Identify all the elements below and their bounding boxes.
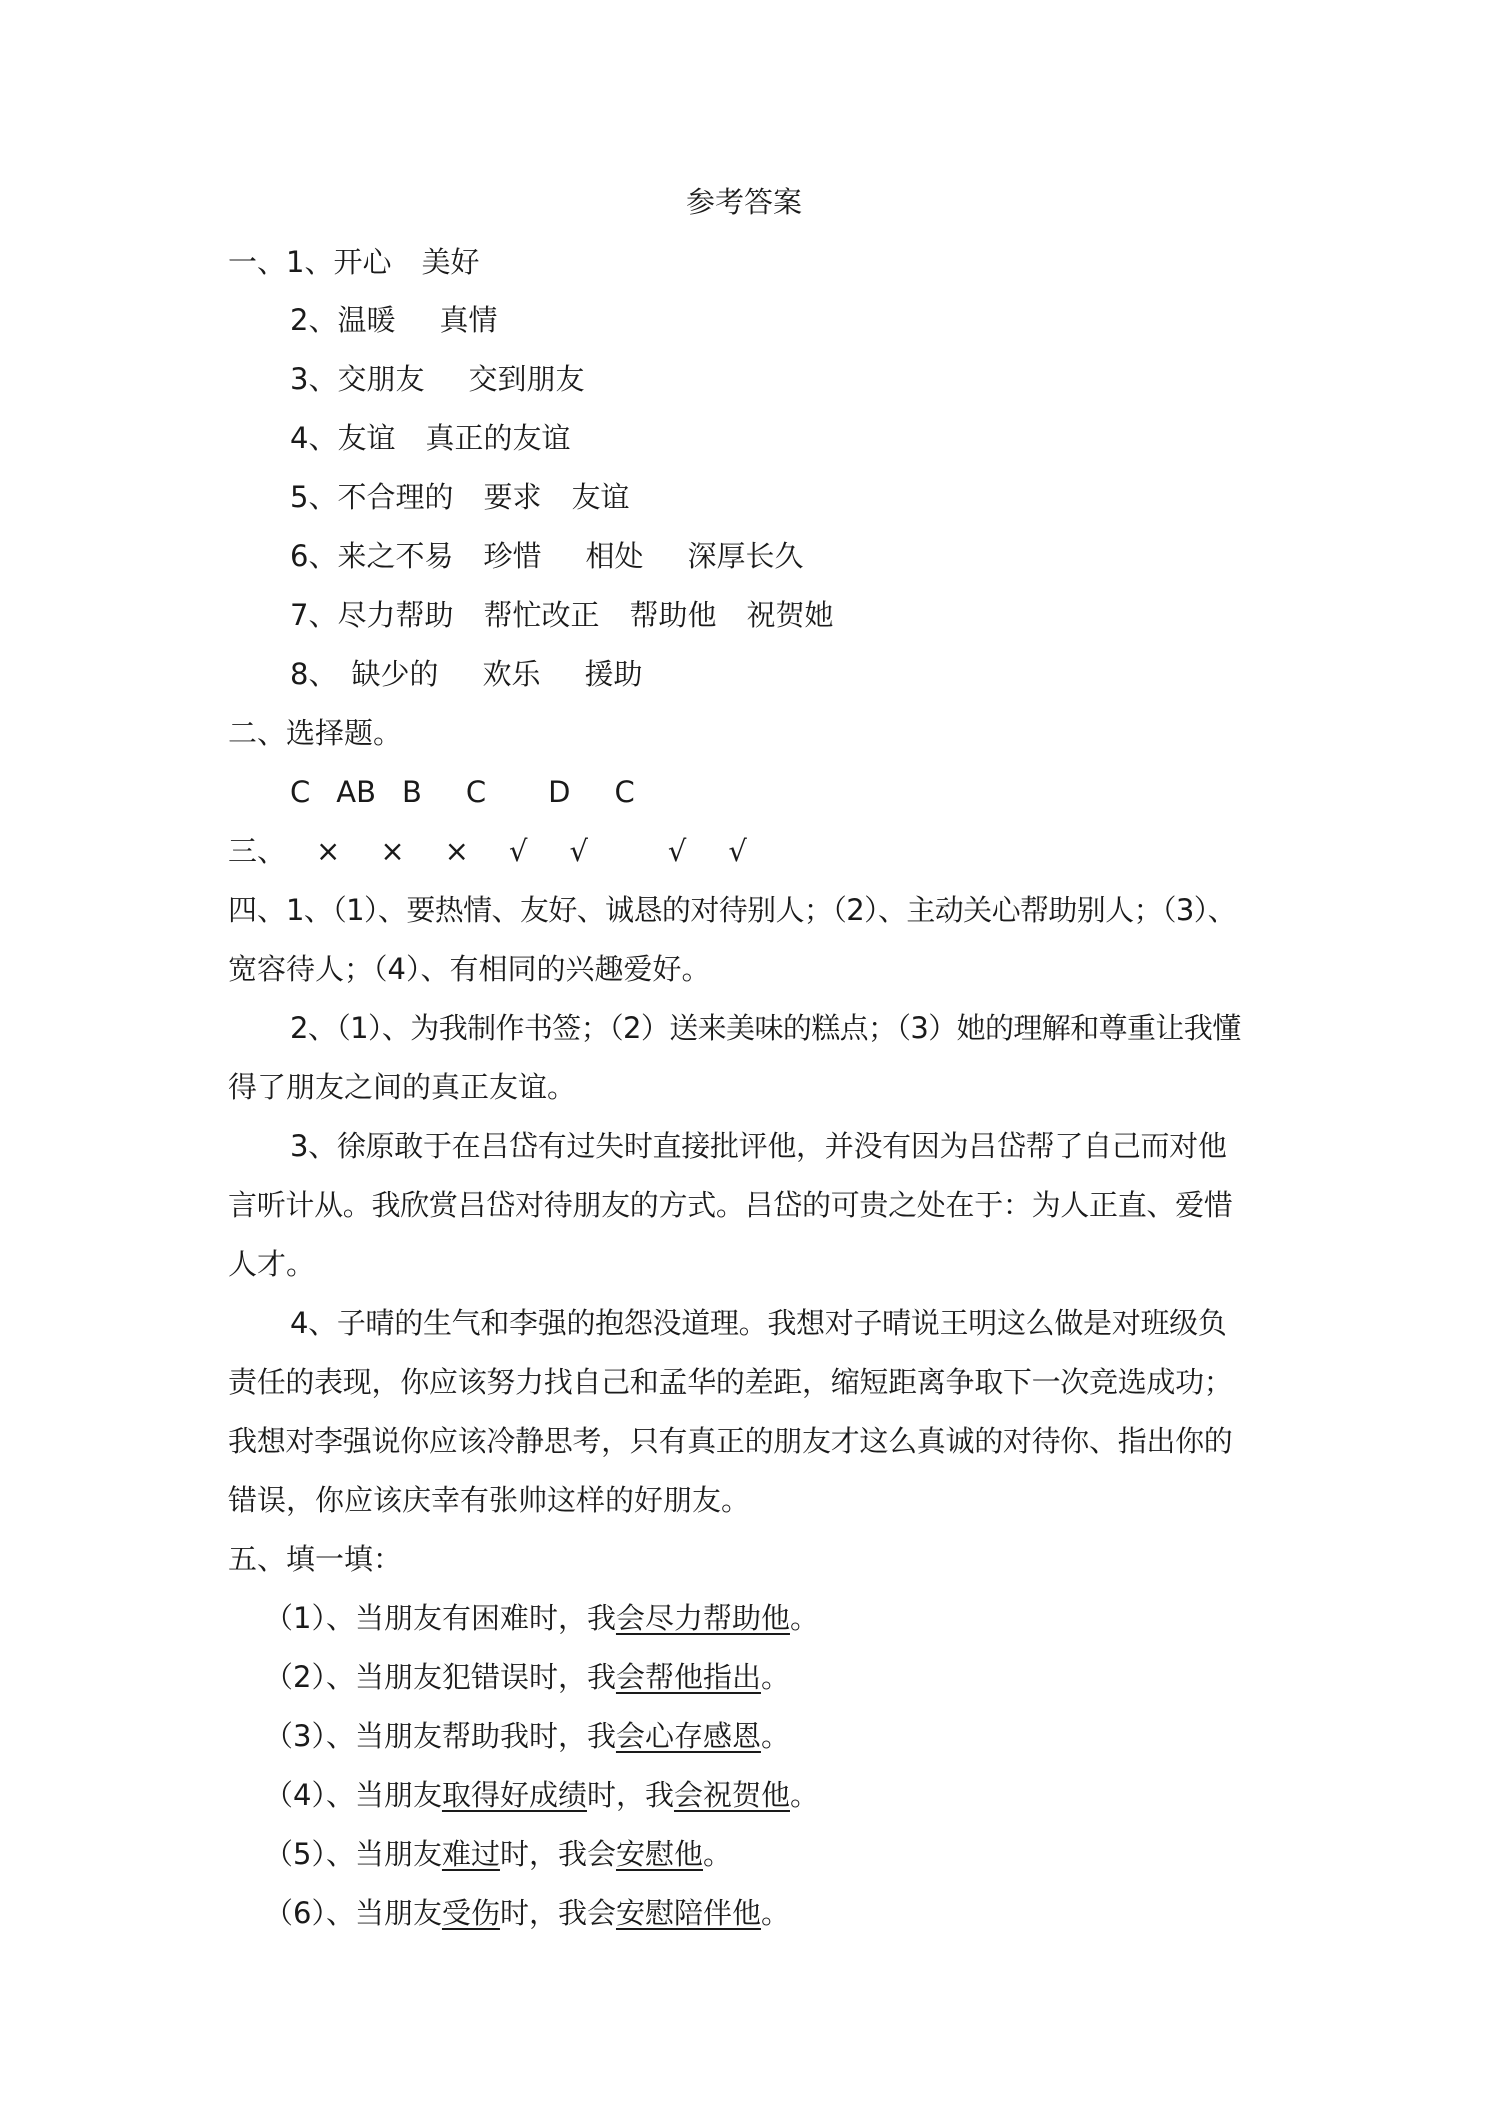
s1-answer: 美好 <box>421 245 480 279</box>
s3-mark: √ <box>667 834 687 868</box>
s1-answer: 援助 <box>584 657 643 691</box>
page-title: 参考答案 <box>685 185 802 219</box>
s1-row-4 <box>290 418 570 458</box>
s5-fill-answer: 难过 <box>441 1837 500 1871</box>
s1-answer: 缺少的 <box>351 657 439 691</box>
s1-answer: 帮助他 <box>629 598 717 632</box>
s1-row-1 <box>228 242 479 282</box>
s5-line-1 <box>264 1598 819 1638</box>
s1-answer: 珍惜 <box>483 539 542 573</box>
s1-row-2 <box>290 300 497 340</box>
s5-text: 时，我 <box>586 1778 674 1812</box>
s1-head: 一、 <box>228 245 287 279</box>
s3-mark: √ <box>728 834 747 868</box>
s2-answers <box>290 772 635 812</box>
s4-q4-line2: 责任的表现，你应该努力找自己和孟华的差距，缩短距离争取下一次竞选成功； <box>228 1365 1233 1399</box>
s5-fill-answer: 取得好成绩 <box>441 1778 587 1812</box>
s5-text: 时，我会 <box>499 1837 616 1871</box>
s1-answer: 真正的友谊 <box>425 421 571 455</box>
s5-fill-answer: 受伤 <box>441 1896 500 1930</box>
s5-line-5 <box>264 1834 732 1874</box>
s5-text: 时，我会 <box>499 1896 616 1930</box>
s1-answer: 要求 <box>483 480 542 514</box>
s5-text: 。 <box>789 1601 819 1635</box>
s4-q3-line2: 言听计从。我欣赏吕岱对待朋友的方式。吕岱的可贵之处在于：为人正直、爱惜 <box>228 1188 1233 1222</box>
s1-answer: 8、 <box>290 657 338 691</box>
s5-text: （3）、当朋友帮助我时，我 <box>264 1719 616 1753</box>
s1-answer: 6、来之不易 <box>290 539 454 573</box>
s5-line-6 <box>264 1893 790 1933</box>
s1-answer: 友谊 <box>571 480 630 514</box>
s1-answer: 4、友谊 <box>290 421 396 455</box>
s1-answer: 1、开心 <box>286 245 392 279</box>
s1-row-3 <box>290 359 584 399</box>
s5-fill-answer: 会祝贺他 <box>673 1778 790 1812</box>
s4-q1-line2: 宽容待人；（4）、有相同的兴趣爱好。 <box>228 952 711 986</box>
s4-q4-line1: 4、子晴的生气和李强的抱怨没道理。我想对子晴说王明这么做是对班级负 <box>290 1306 1227 1340</box>
s1-row-5 <box>290 477 629 517</box>
s5-text: 。 <box>760 1719 790 1753</box>
s5-fill-answer: 会心存感恩 <box>615 1719 761 1753</box>
s2-answer: C <box>614 775 635 809</box>
s2-answer: AB <box>336 775 376 809</box>
s5-line-4 <box>264 1775 819 1815</box>
s2-answer: C <box>290 775 311 809</box>
s1-answer: 相处 <box>585 539 644 573</box>
s2-heading: 二、选择题。 <box>228 716 403 750</box>
s2-answer: B <box>401 775 422 809</box>
s1-row-8 <box>290 654 643 694</box>
s5-text: 。 <box>703 1837 733 1871</box>
s1-answer: 3、交朋友 <box>290 362 425 396</box>
s5-text: （2）、当朋友犯错误时，我 <box>264 1660 616 1694</box>
s5-text: （1）、当朋友有困难时，我 <box>264 1601 616 1635</box>
s1-row-6 <box>290 536 804 576</box>
s4-q3-line3: 人才。 <box>228 1247 316 1281</box>
s1-answer: 深厚长久 <box>687 539 804 573</box>
s5-line-2 <box>264 1657 790 1697</box>
s1-answer: 欢乐 <box>482 657 541 691</box>
s5-text: （4）、当朋友 <box>264 1778 442 1812</box>
s4-q3-line1: 3、徐原敢于在吕岱有过失时直接批评他，并没有因为吕岱帮了自己而对他 <box>290 1129 1227 1163</box>
s1-answer: 7、尽力帮助 <box>290 598 454 632</box>
s5-fill-answer: 会尽力帮助他 <box>615 1601 790 1635</box>
s5-fill-answer: 会帮他指出 <box>615 1660 761 1694</box>
s5-text: 。 <box>760 1660 790 1694</box>
s2-answer: D <box>548 775 571 809</box>
s4-head: 四、 <box>228 893 287 927</box>
s4-q1-text: 1、（1）、要热情、友好、诚恳的对待别人；（2）、主动关心帮助别人；（3）、 <box>286 893 1237 927</box>
s4-q2-line2: 得了朋友之间的真正友谊。 <box>228 1070 577 1104</box>
s5-fill-answer: 安慰陪伴他 <box>615 1896 761 1930</box>
s3-mark: × <box>316 834 341 868</box>
s4-q4-line4: 错误，你应该庆幸有张帅这样的好朋友。 <box>228 1483 751 1517</box>
s2-answer: C <box>465 775 487 809</box>
s5-line-3 <box>264 1716 790 1756</box>
s5-fill-answer: 安慰他 <box>615 1837 703 1871</box>
s1-answer: 真情 <box>439 303 498 337</box>
s5-text: 。 <box>790 1778 820 1812</box>
s5-heading: 五、填一填： <box>228 1542 403 1576</box>
s1-answer: 祝贺她 <box>746 598 834 632</box>
s1-answer: 2、温暖 <box>290 303 396 337</box>
s3-row <box>228 831 747 871</box>
s5-text: （5）、当朋友 <box>264 1837 442 1871</box>
s3-mark: × <box>444 834 469 868</box>
s4-q2-line1: 2、（1）、为我制作书签；（2）送来美味的糕点；（3）她的理解和尊重让我懂 <box>290 1011 1241 1045</box>
s5-text: （6）、当朋友 <box>264 1896 442 1930</box>
s5-text: 。 <box>761 1896 791 1930</box>
s3-head: 三、 <box>228 834 287 868</box>
s3-mark: √ <box>508 834 528 868</box>
s1-answer: 帮忙改正 <box>483 598 600 632</box>
s4-q1-line1 <box>228 890 1236 930</box>
s3-mark: × <box>380 834 405 868</box>
s4-q4-line3: 我想对李强说你应该冷静思考，只有真正的朋友才这么真诚的对待你、指出你的 <box>228 1424 1233 1458</box>
s3-mark: √ <box>569 834 588 868</box>
s1-answer: 交到朋友 <box>468 362 585 396</box>
s1-answer: 5、不合理的 <box>290 480 454 514</box>
s1-row-7 <box>290 595 834 635</box>
